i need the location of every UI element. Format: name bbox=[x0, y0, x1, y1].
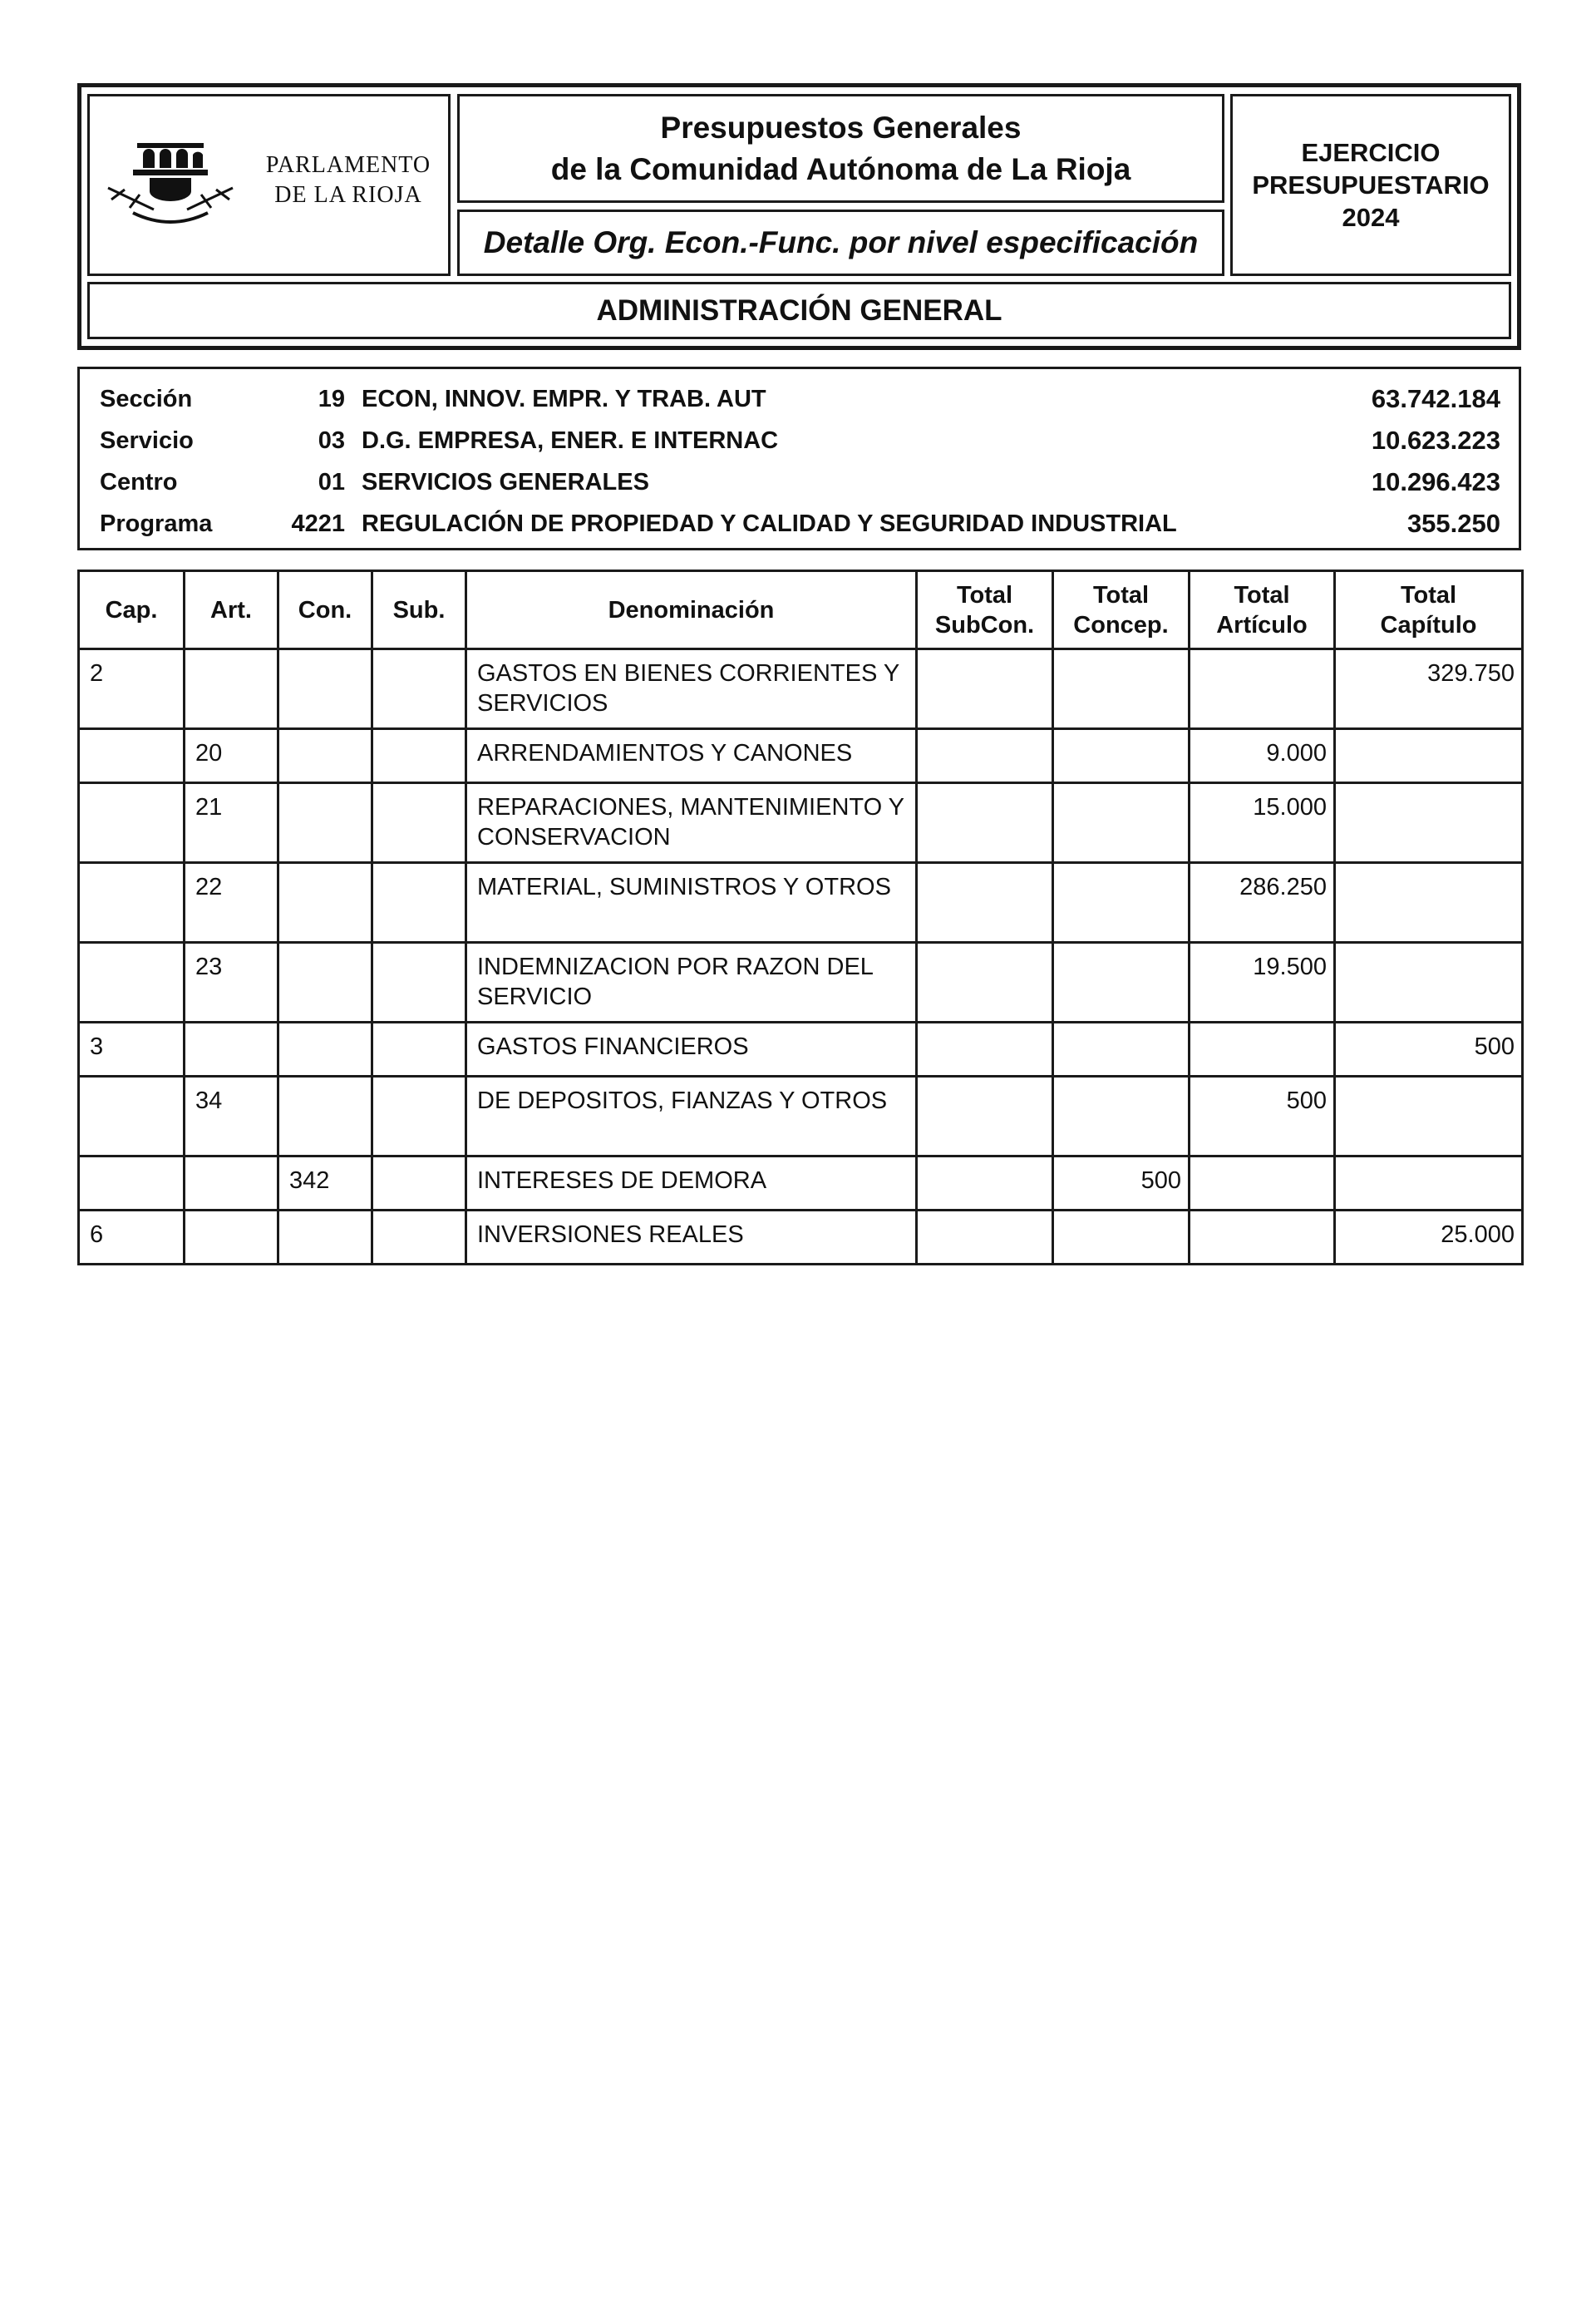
cell-con bbox=[278, 783, 372, 863]
cell-denominacion: INVERSIONES REALES bbox=[466, 1211, 917, 1265]
cell-total-capitulo: 329.750 bbox=[1335, 649, 1523, 729]
cell-sub bbox=[372, 1211, 466, 1265]
cell-cap bbox=[79, 729, 185, 783]
cell-con bbox=[278, 1211, 372, 1265]
table-header-row bbox=[79, 571, 1523, 649]
col-header-total-subcon bbox=[917, 571, 1053, 649]
budget-table bbox=[77, 570, 1524, 1265]
info-label: Sección bbox=[100, 386, 193, 412]
cell-denominacion: ARRENDAMIENTOS Y CANONES bbox=[466, 729, 917, 783]
cell-total-subcon bbox=[917, 729, 1053, 783]
cell-denominacion: GASTOS EN BIENES CORRIENTES Y SERVICIOS bbox=[466, 649, 917, 729]
col-header-denominacion: Denominación bbox=[466, 571, 917, 649]
header-line: Total bbox=[1234, 581, 1290, 609]
info-row-centro bbox=[80, 461, 1519, 502]
table-row bbox=[79, 863, 1523, 943]
year-label-2: PRESUPUESTARIO bbox=[1252, 170, 1490, 200]
section-banner bbox=[87, 282, 1511, 339]
info-row-programa bbox=[80, 502, 1519, 544]
cell-art bbox=[185, 1023, 278, 1077]
cell-art bbox=[185, 1211, 278, 1265]
logo-panel bbox=[87, 94, 451, 276]
year-value: 2024 bbox=[1342, 203, 1400, 232]
cell-total-articulo bbox=[1190, 1023, 1335, 1077]
cell-con: 342 bbox=[278, 1156, 372, 1211]
cell-denominacion: DE DEPOSITOS, FIANZAS Y OTROS bbox=[466, 1077, 917, 1156]
header-line: Total bbox=[1092, 581, 1150, 609]
cell-total-capitulo bbox=[1335, 943, 1523, 1023]
cell-total-capitulo bbox=[1335, 1156, 1523, 1211]
info-description: SERVICIOS GENERALES bbox=[362, 469, 649, 496]
table-row bbox=[79, 783, 1523, 863]
table-row bbox=[79, 1156, 1523, 1211]
cell-total-subcon bbox=[917, 1156, 1053, 1211]
info-amount: 63.742.184 bbox=[1371, 384, 1500, 413]
cell-total-concep bbox=[1053, 1211, 1190, 1265]
cell-sub bbox=[372, 729, 466, 783]
cell-total-concep bbox=[1053, 943, 1190, 1023]
cell-art: 34 bbox=[185, 1077, 278, 1156]
logo-line-2: DE LA RIOJA bbox=[274, 182, 422, 208]
info-amount: 10.296.423 bbox=[1371, 467, 1500, 496]
cell-cap: 6 bbox=[79, 1211, 185, 1265]
info-description: ECON, INNOV. EMPR. Y TRAB. AUT bbox=[362, 386, 766, 412]
section-banner-text: ADMINISTRACIÓN GENERAL bbox=[596, 293, 1002, 327]
info-amount: 10.623.223 bbox=[1371, 426, 1500, 455]
cell-total-concep bbox=[1053, 1023, 1190, 1077]
cell-total-capitulo bbox=[1335, 1077, 1523, 1156]
cell-art: 22 bbox=[185, 863, 278, 943]
header-line: Total bbox=[1400, 581, 1457, 609]
cell-art: 23 bbox=[185, 943, 278, 1023]
cell-total-articulo bbox=[1190, 1156, 1335, 1211]
organization-info bbox=[77, 367, 1521, 550]
cell-sub bbox=[372, 783, 466, 863]
table-row bbox=[79, 729, 1523, 783]
cell-cap: 2 bbox=[79, 649, 185, 729]
info-description: D.G. EMPRESA, ENER. E INTERNAC bbox=[362, 427, 779, 454]
cell-con bbox=[278, 863, 372, 943]
cell-cap bbox=[79, 943, 185, 1023]
cell-total-subcon bbox=[917, 783, 1053, 863]
cell-sub bbox=[372, 943, 466, 1023]
cell-cap bbox=[79, 783, 185, 863]
cell-sub bbox=[372, 1156, 466, 1211]
cell-cap bbox=[79, 1077, 185, 1156]
cell-total-articulo bbox=[1190, 1211, 1335, 1265]
table-row bbox=[79, 943, 1523, 1023]
table-row bbox=[79, 649, 1523, 729]
info-row-servicio bbox=[80, 419, 1519, 461]
cell-total-subcon bbox=[917, 943, 1053, 1023]
cell-sub bbox=[372, 863, 466, 943]
cell-cap: 3 bbox=[79, 1023, 185, 1077]
cell-art: 20 bbox=[185, 729, 278, 783]
title-line-2: de la Comunidad Autónoma de La Rioja bbox=[550, 151, 1131, 186]
table-row bbox=[79, 1023, 1523, 1077]
info-code: 01 bbox=[318, 469, 345, 496]
cell-art bbox=[185, 649, 278, 729]
cell-total-articulo bbox=[1190, 649, 1335, 729]
col-header-con: Con. bbox=[278, 571, 372, 649]
cell-total-concep bbox=[1053, 863, 1190, 943]
cell-total-subcon bbox=[917, 1211, 1053, 1265]
parliament-logo-icon bbox=[100, 136, 245, 228]
table-row bbox=[79, 1077, 1523, 1156]
cell-total-subcon bbox=[917, 1023, 1053, 1077]
cell-total-concep bbox=[1053, 649, 1190, 729]
subtitle-text: Detalle Org. Econ.-Func. por nivel especificación bbox=[483, 225, 1199, 259]
col-header-total-articulo bbox=[1190, 571, 1335, 649]
info-code: 19 bbox=[318, 386, 345, 412]
cell-total-subcon bbox=[917, 863, 1053, 943]
header-line: Artículo bbox=[1216, 611, 1308, 639]
cell-denominacion: GASTOS FINANCIEROS bbox=[466, 1023, 917, 1077]
document-title bbox=[457, 94, 1224, 203]
info-row-seccion bbox=[80, 377, 1519, 419]
info-label: Servicio bbox=[100, 427, 194, 454]
cell-total-articulo: 15.000 bbox=[1190, 783, 1335, 863]
col-header-total-capitulo bbox=[1335, 571, 1523, 649]
cell-total-concep: 500 bbox=[1053, 1156, 1190, 1211]
cell-total-subcon bbox=[917, 649, 1053, 729]
header-line: SubCon. bbox=[934, 611, 1035, 639]
cell-denominacion: MATERIAL, SUMINISTROS Y OTROS bbox=[466, 863, 917, 943]
col-header-art: Art. bbox=[185, 571, 278, 649]
col-header-sub: Sub. bbox=[372, 571, 466, 649]
cell-total-articulo: 19.500 bbox=[1190, 943, 1335, 1023]
cell-total-capitulo bbox=[1335, 729, 1523, 783]
cell-con bbox=[278, 649, 372, 729]
cell-total-capitulo bbox=[1335, 863, 1523, 943]
cell-cap bbox=[79, 1156, 185, 1211]
header-line: Capítulo bbox=[1380, 611, 1477, 639]
cell-con bbox=[278, 1023, 372, 1077]
cell-con bbox=[278, 943, 372, 1023]
cell-total-subcon bbox=[917, 1077, 1053, 1156]
fiscal-year-panel bbox=[1230, 94, 1511, 276]
logo-wordmark bbox=[253, 150, 444, 210]
cell-total-articulo: 500 bbox=[1190, 1077, 1335, 1156]
col-header-cap: Cap. bbox=[79, 571, 185, 649]
header-line: Total bbox=[956, 581, 1013, 609]
info-label: Centro bbox=[100, 469, 178, 496]
cell-con bbox=[278, 1077, 372, 1156]
cell-total-capitulo bbox=[1335, 783, 1523, 863]
cell-sub bbox=[372, 1077, 466, 1156]
document-subtitle bbox=[457, 210, 1224, 276]
cell-total-concep bbox=[1053, 1077, 1190, 1156]
cell-denominacion: INTERESES DE DEMORA bbox=[466, 1156, 917, 1211]
cell-cap bbox=[79, 863, 185, 943]
cell-art bbox=[185, 1156, 278, 1211]
info-amount: 355.250 bbox=[1406, 509, 1500, 538]
cell-sub bbox=[372, 649, 466, 729]
logo-line-1: PARLAMENTO bbox=[265, 152, 431, 178]
cell-total-concep bbox=[1053, 729, 1190, 783]
info-code: 03 bbox=[318, 427, 345, 454]
col-header-total-concep bbox=[1053, 571, 1190, 649]
info-description: REGULACIÓN DE PROPIEDAD Y CALIDAD Y SEGURIDAD INDUSTRIAL bbox=[362, 510, 1177, 537]
table-row bbox=[79, 1211, 1523, 1265]
cell-denominacion: INDEMNIZACION POR RAZON DEL SERVICIO bbox=[466, 943, 917, 1023]
title-line-1: Presupuestos Generales bbox=[660, 110, 1022, 145]
cell-total-capitulo: 500 bbox=[1335, 1023, 1523, 1077]
cell-sub bbox=[372, 1023, 466, 1077]
info-code: 4221 bbox=[291, 510, 345, 537]
cell-art: 21 bbox=[185, 783, 278, 863]
cell-con bbox=[278, 729, 372, 783]
cell-total-articulo: 9.000 bbox=[1190, 729, 1335, 783]
cell-denominacion: REPARACIONES, MANTENIMIENTO Y CONSERVACION bbox=[466, 783, 917, 863]
info-label: Programa bbox=[100, 510, 213, 537]
cell-total-concep bbox=[1053, 783, 1190, 863]
year-label-1: EJERCICIO bbox=[1301, 138, 1441, 167]
header-line: Concep. bbox=[1073, 611, 1169, 639]
cell-total-articulo: 286.250 bbox=[1190, 863, 1335, 943]
cell-total-capitulo: 25.000 bbox=[1335, 1211, 1523, 1265]
